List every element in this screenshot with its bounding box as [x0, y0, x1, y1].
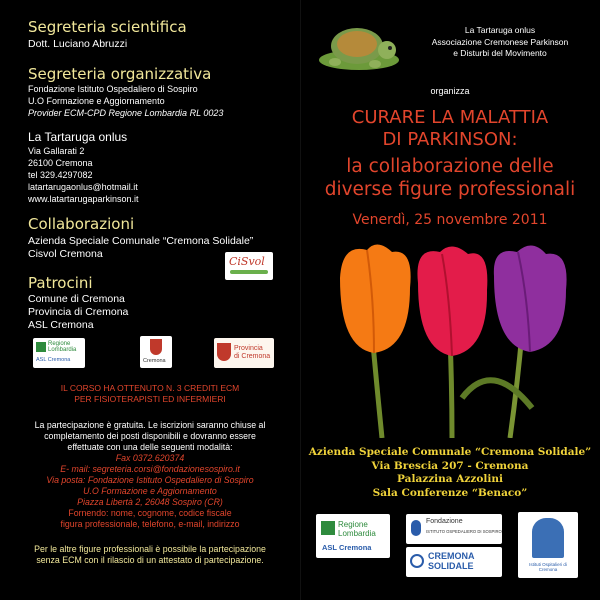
venue-info: Azienda Speciale Comunale “Cremona Solidale” Via Brescia 207 - Cremona Palazzina Azzolini Sala Conferenze “Benaco”: [308, 446, 592, 499]
other-figures-note: Per le altre figure professionali è possibile la partecipazione senza ECM con il rilascio di un attestato di partecipazione.: [34, 544, 266, 565]
istituti-ospitalieri-logo: Istituti Ospitalieri di Cremona: [518, 512, 578, 578]
org-line: U.O Formazione e Aggiornamento: [28, 96, 165, 106]
provincia-crest-icon: [217, 343, 231, 361]
sci-name: Dott. Luciano Abruzzi: [28, 38, 128, 50]
collab-item: Cisvol Cremona: [28, 248, 103, 260]
registration-email[interactable]: E- mail: segreteria.corsi@fondazionesospiro.it: [60, 464, 240, 474]
registration-info: La partecipazione è gratuita. Le iscrizioni saranno chiuse al completamento dei posti disponibili e dovranno essere effettuate con una delle seguenti modalità: Fax 0372.620374 E- mail: segreteria.corsi@fondazionesospiro.it Via posta: Fondazione Istituto Ospedaliero di Sospiro U.O Formazione e Aggiornamento Piazza Libertà 2, 26048 Sospiro (CR) Fornendo: nome, cognome, codice fiscale figura professionale, telefono, e-mail, indirizzo: [0, 420, 300, 530]
tarta-name: La Tartaruga onlus: [28, 130, 128, 144]
comune-logo: Cremona: [140, 336, 172, 368]
tarta-addr: Via Gallarati 2: [28, 146, 85, 156]
regione-emblem-icon: [321, 521, 335, 535]
organizza-label: organizza: [430, 86, 470, 96]
tarta-tel: tel 329.4297082: [28, 170, 93, 180]
collab-heading: Collaborazioni: [28, 215, 135, 233]
patro-item: Provincia di Cremona: [28, 306, 129, 318]
cisvol-logo: CiSvol: [225, 252, 273, 280]
cremona-solidale-logo: CREMONA SOLIDALE: [406, 547, 502, 577]
fondazione-emblem-icon: [411, 520, 421, 536]
association-name: La Tartaruga onlus Associazione Cremonese Parkinson e Disturbi del Movimento: [431, 25, 569, 58]
pieta-statue-icon: [532, 518, 564, 558]
event-date: Venerdì, 25 novembre 2011: [352, 212, 548, 228]
patro-item: ASL Cremona: [28, 319, 94, 331]
provincia-logo: Provincia di Cremona: [214, 338, 274, 368]
regione-emblem-icon: [36, 342, 46, 352]
turtle-logo-icon: [313, 10, 405, 76]
regione-lombardia-logo: Regione Lombardia ASL Cremona: [316, 514, 390, 558]
comune-crest-icon: [150, 339, 162, 355]
tarta-email[interactable]: latartarugaonlus@hotmail.it: [28, 182, 138, 192]
org-heading: Segreteria organizzativa: [28, 65, 212, 83]
fax-number: Fax 0372.620374: [115, 453, 185, 463]
event-subtitle: la collaborazione delle diverse figure professionali: [324, 156, 576, 200]
sci-heading: Segreteria scientifica: [28, 18, 187, 36]
org-provider: Provider ECM-CPD Regione Lombardia RL 0023: [28, 108, 224, 118]
ecm-notice: IL CORSO HA OTTENUTO N. 3 CREDITI ECM PER FISIOTERAPISTI ED INFERMIERI: [60, 383, 240, 404]
tarta-web[interactable]: www.latartarugaparkinson.it: [28, 194, 139, 204]
tulips-image: [322, 238, 580, 438]
fondazione-sospiro-logo: Fondazione ISTITUTO OSPEDALIERO DI SOSPIRO: [406, 514, 502, 544]
patro-item: Comune di Cremona: [28, 293, 125, 305]
org-line: Fondazione Istituto Ospedaliero di Sospiro: [28, 84, 198, 94]
cremona-solidale-emblem-icon: [410, 554, 424, 568]
tarta-addr: 26100 Cremona: [28, 158, 93, 168]
patro-heading: Patrocini: [28, 274, 93, 292]
event-title: CURARE LA MALATTIA DI PARKINSON:: [351, 107, 549, 150]
collab-item: Azienda Speciale Comunale “Cremona Solidale”: [28, 235, 254, 247]
regione-asl-logo: Regione Lombardia ASL Cremona: [33, 338, 85, 368]
